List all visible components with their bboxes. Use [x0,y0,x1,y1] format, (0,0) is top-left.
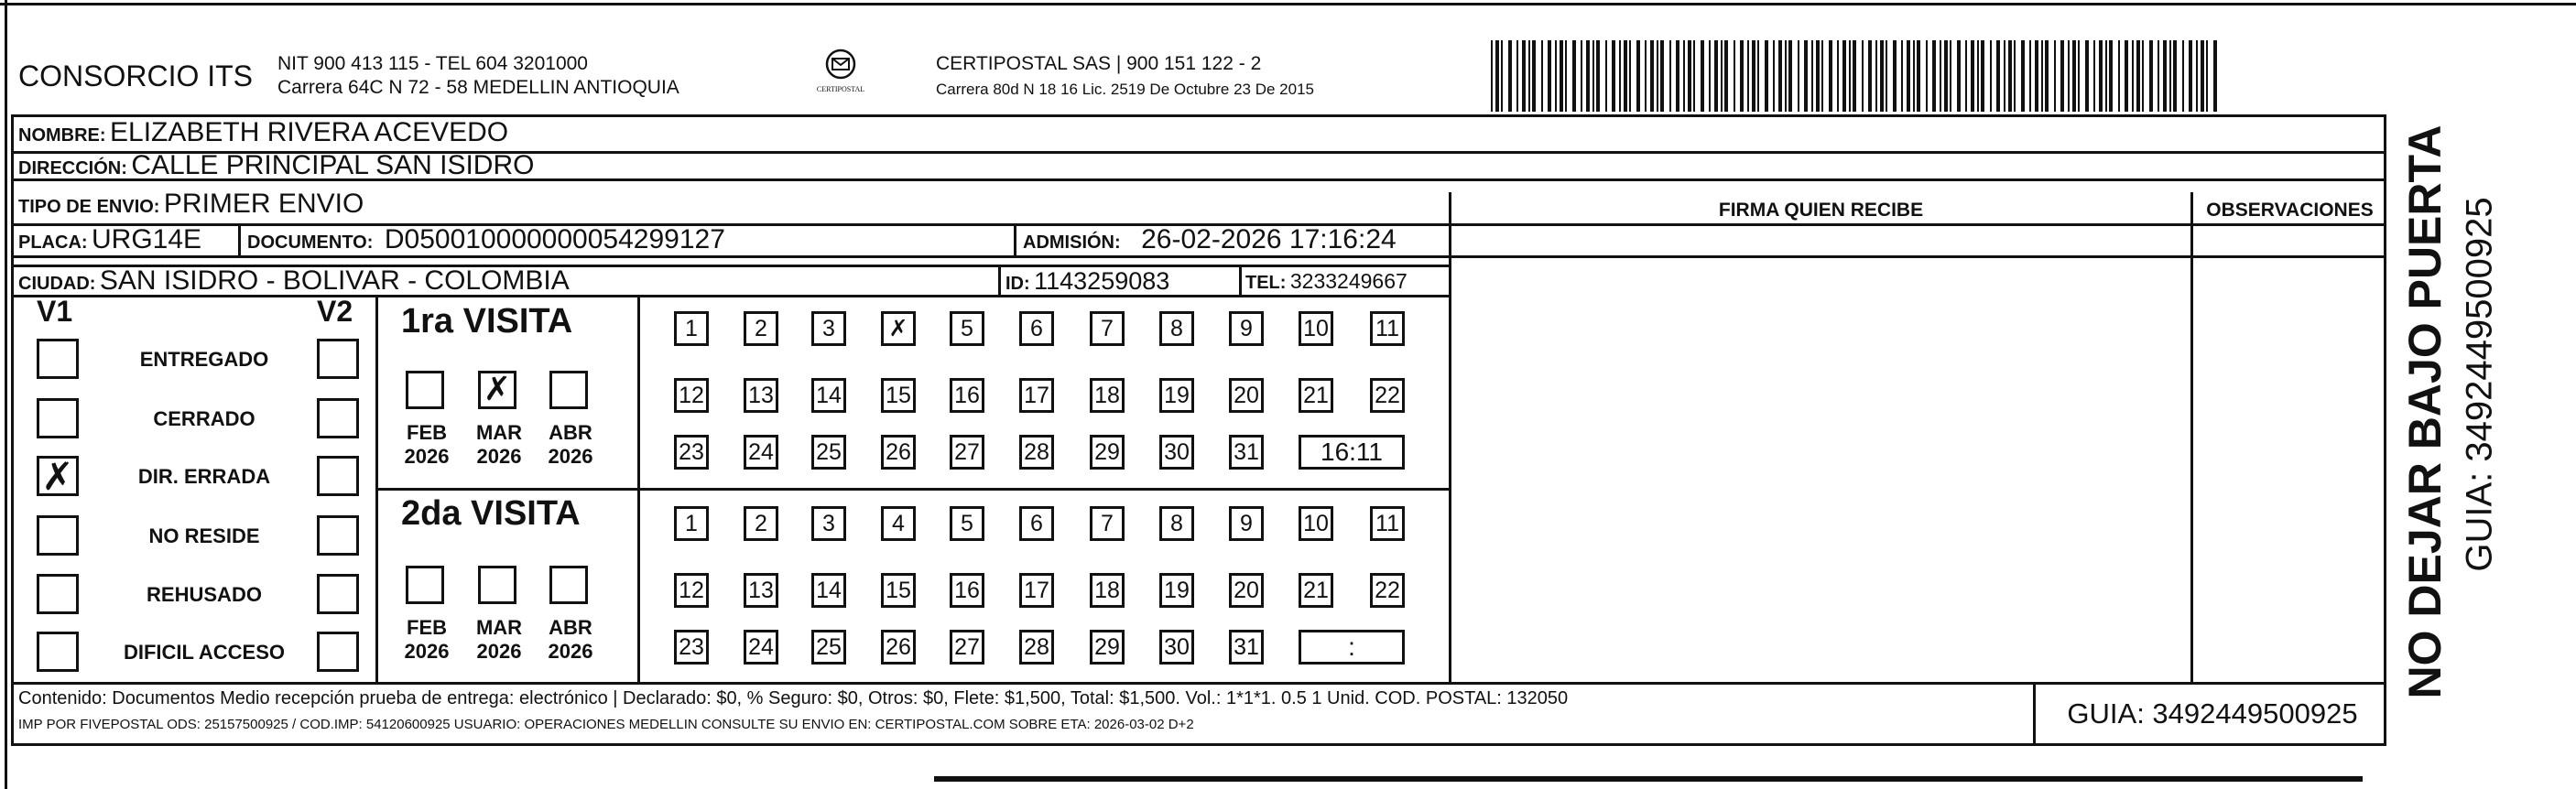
certipostal-address: Carrera 80d N 18 16 Lic. 2519 De Octubre 23 De 2015 [936,81,1314,98]
day-box[interactable]: 24 [744,435,778,470]
day-box[interactable]: 26 [881,630,916,665]
barcode-bar [1586,40,1590,112]
ciudad-label: CIUDAD: [18,274,96,294]
barcode-bar [2078,40,2080,112]
barcode-bar [1612,40,1615,112]
day-box[interactable]: 22 [1370,378,1405,413]
ciudad-row [18,265,570,297]
second-visit-title: 2da VISITA [401,494,581,533]
signature-divider [1449,192,1451,683]
status-label: CERRADO [153,407,255,430]
first-visit-title: 1ra VISITA [401,302,573,340]
barcode-bar [2085,40,2089,112]
barcode-bar [1624,40,1627,112]
v2-checkbox[interactable] [317,632,359,672]
id-divider [998,265,1001,295]
barcode-bar [1619,40,1621,112]
barcode-bar [2060,40,2064,112]
v1-checkbox[interactable]: ✗ [37,456,79,496]
barcode-bar [1811,40,1813,112]
barcode-bar [1965,40,1967,112]
barcode-bar [1693,40,1695,112]
v1-checkbox[interactable] [37,574,79,614]
day-box[interactable]: 8 [1159,311,1194,346]
month-checkbox[interactable]: ✗ [478,371,516,409]
barcode-bar [1944,40,1948,112]
day-box[interactable]: 23 [674,630,709,665]
row-line [11,255,2386,258]
time-box[interactable]: 16:11 [1299,435,1405,470]
day-box[interactable]: 29 [1090,630,1125,665]
barcode-bar [1765,40,1768,112]
placa-row [18,224,201,255]
footer-guia: GUIA: 3492449500925 [2067,697,2358,730]
year-label: 2026 [548,640,593,663]
month-checkbox[interactable] [549,371,588,409]
month-label: FEB [407,616,447,639]
barcode-bar [1868,40,1872,112]
day-box[interactable]: 4 [881,506,916,541]
day-box[interactable]: 2 [744,506,778,541]
barcode-bar [2099,40,2103,112]
direccion-value: CALLE PRINCIPAL SAN ISIDRO [131,150,535,180]
month-checkbox[interactable] [406,566,444,604]
barcode-bar [1734,40,1735,112]
barcode-bar [1532,40,1536,112]
status-label: ENTREGADO [139,348,269,371]
day-box[interactable]: 2 [744,311,778,346]
barcode-bar [1592,40,1594,112]
day-box[interactable]: 14 [811,573,846,608]
barcode-bar [1907,40,1910,112]
barcode-bar [1541,40,1543,112]
day-box[interactable]: 28 [1019,435,1054,470]
barcode-bar [1773,40,1775,112]
placa-divider [238,223,241,255]
day-box[interactable]: 10 [1299,506,1333,541]
barcode-bar [1740,40,1744,112]
contenido-text: Contenido: Documentos Medio recepción prueba de entrega: electrónico | Declarado: $0, % Seguro: $0, Otros: $0, Flete: $1,500, Total: $1,500. Vol.: 1*1*1. 0.5 1 Unid. COD. POSTAL: 132050 [18,688,1569,708]
barcode-bar [2169,40,2171,112]
admision-label: ADMISIÓN: [1023,232,1121,253]
barcode-bar [1752,40,1755,112]
day-box[interactable]: 21 [1299,573,1333,608]
barcode-bar [1788,40,1792,112]
status-label: REHUSADO [147,583,262,606]
row-line [11,682,2386,685]
barcode-bar [1940,40,1941,112]
left-edge [5,0,7,789]
month-label: ABR [549,421,592,444]
year-label: 2026 [404,640,450,663]
barcode-bar [1778,40,1782,112]
barcode-bar [2041,40,2043,112]
barcode-bar [2206,40,2208,112]
barcode-bar [2213,40,2217,112]
obs-divider [2190,192,2193,683]
barcode-bar [2029,40,2031,112]
barcode-bar [2163,40,2167,112]
direccion-label: DIRECCIÓN: [18,158,127,178]
barcode-bar [1516,40,1518,112]
admision-divider [1014,223,1016,255]
year-label: 2026 [476,445,522,468]
barcode-bar [1853,40,1856,112]
day-box[interactable]: 20 [1229,573,1264,608]
day-box[interactable]: 16 [950,573,984,608]
barcode-bar [1709,40,1711,112]
nombre-label: NOMBRE: [18,125,106,146]
barcode-bar [1757,40,1759,112]
day-box[interactable]: 26 [881,435,916,470]
direccion-row [18,150,534,181]
barcode-bar [2196,40,2198,112]
status-label: NO RESIDE [148,524,260,547]
admision-row [1023,224,1397,255]
barcode-bar [2045,40,2049,112]
day-box[interactable]: 20 [1229,378,1264,413]
day-box[interactable]: 11 [1370,311,1405,346]
day-box[interactable]: 17 [1019,378,1054,413]
status-label: DIR. ERRADA [137,465,271,488]
barcode-bar [1724,40,1728,112]
day-box[interactable]: 1 [674,506,709,541]
barcode-bar [1645,40,1647,112]
day-box[interactable]: 23 [674,435,709,470]
nombre-row [18,117,508,148]
certipostal-logo [813,48,868,104]
barcode-bar [1491,40,1493,112]
barcode-bar [1650,40,1654,112]
barcode-bar [1495,40,1499,112]
day-box[interactable]: 18 [1090,378,1125,413]
day-box[interactable]: 6 [1019,506,1054,541]
day-box[interactable]: 25 [811,435,846,470]
imp-text: IMP POR FIVEPOSTAL ODS: 25157500925 / COD.IMP: 54120600925 USUARIO: OPERACIONES MEDELLIN CONSULTE SU ENVIO EN: CERTIPOSTAL.COM SOBRE ETA: 2026-03-02 D+2 [18,717,1194,732]
barcode-bar [2142,40,2144,112]
day-box[interactable]: 19 [1159,573,1194,608]
year-label: 2026 [548,445,593,468]
id-row [1005,267,1169,296]
documento-value: D050010000000054299127 [384,224,725,254]
day-box[interactable]: 22 [1370,573,1405,608]
barcode-bar [1669,40,1671,112]
year-label: 2026 [476,640,522,663]
barcode-bar [1688,40,1691,112]
day-box[interactable]: 13 [744,378,778,413]
day-box[interactable]: 18 [1090,573,1125,608]
month-divider [637,295,640,683]
barcode-bar [1981,40,1984,112]
month-label: ABR [549,616,592,639]
nombre-value: ELIZABETH RIVERA ACEVEDO [110,117,509,147]
day-box[interactable]: 12 [674,378,709,413]
visit-divider [375,295,378,683]
barcode-bar [1837,40,1839,112]
v2-checkbox[interactable] [317,398,359,438]
barcode-bar [1660,40,1664,112]
day-box[interactable]: 28 [1019,630,1054,665]
barcode-bar [1977,40,1979,112]
documento-row [247,224,725,255]
barcode-bar [1548,40,1551,112]
day-box[interactable]: 17 [1019,573,1054,608]
barcode-bar [1596,40,1600,112]
barcode-bar [1917,40,1920,112]
barcode-bar [1501,40,1503,112]
barcode-bar [1572,40,1576,112]
day-box[interactable]: 31 [1229,435,1264,470]
barcode-bar [1629,40,1631,112]
v1-label: V1 [37,295,73,328]
day-box[interactable]: 8 [1159,506,1194,541]
barcode-bar [1804,40,1808,112]
barcode-bar [2109,40,2113,112]
barcode-bar [2035,40,2038,112]
barcode-bar [1605,40,1607,112]
day-box[interactable]: 31 [1229,630,1264,665]
barcode-bar [2189,40,2192,112]
observations-header: OBSERVACIONES [2206,200,2374,221]
barcode-bar [1816,40,1820,112]
day-box[interactable]: ✗ [881,311,916,346]
v2-checkbox[interactable] [317,574,359,614]
barcode-bar [1901,40,1903,112]
barcode-bar [1932,40,1936,112]
v2-checkbox[interactable] [317,515,359,556]
month-label: MAR [475,421,523,444]
barcode-bar [2014,40,2016,112]
time-box[interactable]: : [1299,630,1405,665]
barcode-bar [1913,40,1915,112]
day-box[interactable]: 3 [811,506,846,541]
barcode-bar [1862,40,1864,112]
tel-row [1245,269,1408,294]
day-box[interactable]: 10 [1299,311,1333,346]
barcode-bar [2004,40,2005,112]
day-box[interactable]: 13 [744,573,778,608]
v1-checkbox[interactable] [37,632,79,672]
v2-checkbox[interactable] [317,456,359,496]
barcode-bar [1996,40,2000,112]
ciudad-value: SAN ISIDRO - BOLIVAR - COLOMBIA [99,265,570,296]
barcode-bar [2173,40,2177,112]
barcode-bar [2158,40,2159,112]
month-checkbox[interactable] [406,371,444,409]
certipostal-line: CERTIPOSTAL SAS | 900 151 122 - 2 [936,53,1262,74]
barcode-bar [2021,40,2025,112]
side-guia: GUIA: 3492449500925 [2459,197,2500,572]
barcode-bar [1990,40,1992,112]
barcode-bar [2136,40,2140,112]
barcode-bar [1893,40,1897,112]
tipo-value: PRIMER ENVIO [163,189,364,219]
barcode-bar [1676,40,1679,112]
day-box[interactable]: 27 [950,435,984,470]
barcode-bar [1971,40,1974,112]
placa-value: URG14E [92,224,202,254]
tipo-label: TIPO DE ENVIO: [18,197,160,217]
company-name: CONSORCIO ITS [18,59,254,92]
v2-label: V2 [317,295,353,328]
day-box[interactable]: 30 [1159,630,1194,665]
tel-divider [1239,265,1242,295]
tel-value: 3233249667 [1289,269,1408,293]
nit-line: NIT 900 413 115 - TEL 604 3201000 [277,53,588,74]
top-edge [0,3,2576,5]
barcode-bar [2149,40,2153,112]
barcode-bar [2072,40,2076,112]
barcode-bar [2125,40,2128,112]
barcode-bar [1880,40,1884,112]
day-box[interactable]: 29 [1090,435,1125,470]
year-label: 2026 [404,445,450,468]
barcode-bar [2182,40,2184,112]
day-box[interactable]: 5 [950,506,984,541]
side-warning: NO DEJAR BAJO PUERTA [2399,124,2451,699]
day-box[interactable]: 11 [1370,506,1405,541]
barcode-bar [1842,40,1846,112]
barcode-bar [1886,40,1887,112]
day-box[interactable]: 3 [811,311,846,346]
day-box[interactable]: 16 [950,378,984,413]
barcode-bar [1849,40,1851,112]
day-box[interactable]: 6 [1019,311,1054,346]
barcode-bar [1508,40,1512,112]
barcode-bar [1701,40,1704,112]
barcode-bar [1721,40,1723,112]
id-label: ID: [1005,274,1030,294]
logo-text: CERTIPOSTAL [816,85,865,93]
id-value: 1143259083 [1034,267,1170,295]
barcode-bar [1683,40,1685,112]
barcode-bar [2201,40,2204,112]
v1-checkbox[interactable] [37,398,79,438]
status-label: DIFICIL ACCESO [123,641,285,664]
barcode-bar [2093,40,2095,112]
v1-checkbox[interactable] [37,515,79,556]
barcode-bar [2054,40,2056,112]
documento-label: DOCUMENTO: [247,232,374,253]
barcode-bar [1821,40,1823,112]
barcode-bar [1581,40,1582,112]
day-box[interactable]: 15 [881,378,916,413]
month-label: MAR [475,616,523,639]
barcode-bar [1657,40,1658,112]
v1-checkbox[interactable] [37,339,79,379]
day-box[interactable]: 19 [1159,378,1194,413]
v2-checkbox[interactable] [317,339,359,379]
day-box[interactable]: 7 [1090,506,1125,541]
envelope-icon [822,48,859,81]
day-box[interactable]: 21 [1299,378,1333,413]
day-box[interactable]: 9 [1229,311,1264,346]
day-box[interactable]: 1 [674,311,709,346]
barcode-bar [1560,40,1563,112]
tel-label: TEL: [1245,273,1287,293]
signature-header: FIRMA QUIEN RECIBE [1718,200,1924,221]
company-address: Carrera 64C N 72 - 58 MEDELLIN ANTIOQUIA [277,77,679,98]
month-checkbox[interactable] [549,566,588,604]
barcode-bar [1714,40,1718,112]
bottom-edge [934,776,2363,782]
barcode-bar [1829,40,1832,112]
barcode-bar [1565,40,1567,112]
barcode-bar [1950,40,1951,112]
day-box[interactable]: 5 [950,311,984,346]
barcode-bar [2118,40,2120,112]
barcode-bar [2105,40,2107,112]
month-label: FEB [407,421,447,444]
barcode-bar [1555,40,1557,112]
barcode [1491,40,2223,113]
barcode-bar [1926,40,1928,112]
admision-value: 26-02-2026 17:16:24 [1141,224,1397,254]
barcode-bar [1785,40,1787,112]
barcode-bar [1798,40,1799,112]
tipo-row [18,189,364,220]
day-box[interactable]: 9 [1229,506,1264,541]
day-box[interactable]: 7 [1090,311,1125,346]
day-box[interactable]: 15 [881,573,916,608]
barcode-bar [1875,40,1877,112]
barcode-bar [1528,40,1530,112]
placa-label: PLACA: [18,232,88,253]
barcode-bar [2008,40,2012,112]
day-box[interactable]: 30 [1159,435,1194,470]
day-box[interactable]: 24 [744,630,778,665]
day-box[interactable]: 14 [811,378,846,413]
day-box[interactable]: 12 [674,573,709,608]
day-box[interactable]: 27 [950,630,984,665]
barcode-bar [1636,40,1640,112]
row-line [375,488,1449,491]
barcode-bar [1522,40,1526,112]
guia-divider [2033,682,2036,746]
barcode-bar [1747,40,1749,112]
barcode-bar [2132,40,2134,112]
month-checkbox[interactable] [478,566,516,604]
barcode-bar [1957,40,1961,112]
day-box[interactable]: 25 [811,630,846,665]
barcode-bar [2068,40,2070,112]
